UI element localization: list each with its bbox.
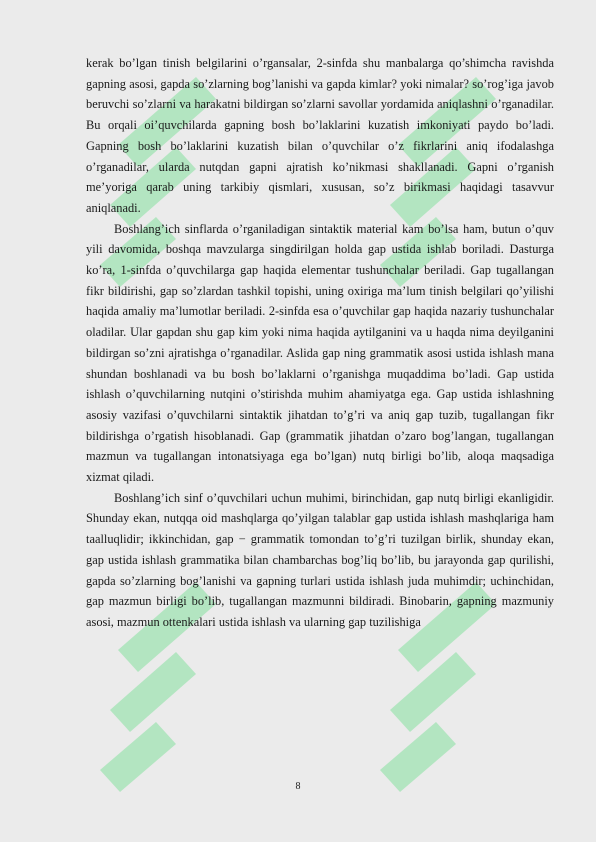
paragraph: Boshlang’ich sinf o’quvchilari uchun muhimi, birinchidan, gap nutq birligi ekanligidir. Shunday ekan, nutqqa oid mashqlarga qo’yilgan talablar gap ustida ishlash mashqlariga ham taalluqlidir; ikkinchidan, gap − grammatik tomondan to’g’ri tuzilgan birlik, shunday ekan, gap ustida ishlash grammatika bilan chambarchas bog’liq bo’lib, bu jarayonda gap qurilishi, gapda so’zlarning bog’lanishi va gapning turlari ustida ishlash juda muhimdir; uchinchidan, gap mazmun birligi bo’lib, tugallangan mazmunni bildiradi. Binobarin, gapning mazmuniy asosi, mazmun ottenkalari ustida ishlash va ularning gap tuzilishiga — [86, 490, 554, 629]
paragraph: kerak bo’lgan tinish belgilarini o’rgansalar, 2-sinfda shu manbalarga qo’shimcha ravishda gapning asosi, gapda so’zlarning bog’lanishi va gapda kimlar? yoki nimalar? so’rog’iga javob beruvchi so’zlarni va harakatni bildirgan so’zlarni savollar yordamida aniqlashni o’rganadilar. Bu orqali oi’quvchilarda gapning bosh bo’laklarini kuzatish imkoniyati paydo bo’ladi. Gapning bosh bo’laklarini kuzatish bilan o’quvchilar o’z fikrlarini aniq ifodalashga o’rganadilar, ularda nutqdan gapni ajratish ko’nikmasi shakllanadi. Gapni o’rganish me’yoriga qarab uning tarkibiy qismlari, xususan, so’z birikmasi haqidagi tasavvur aniqlanadi. — [86, 56, 554, 215]
page-body — [86, 53, 554, 633]
paragraph: Boshlang’ich sinflarda o’rganiladigan sintaktik material kam bo’lsa ham, butun o’quv yili davomida, boshqa mavzularga singdirilgan holda gap ustida ishlab boriladi. Dasturga ko’ra, 1-sinfda o’quvchilarga gap haqida elementar tushunchalar beriladi. Gap tugallangan fikr bildirishi, gap so’zlardan tashkil topishi, uning oxiriga ma’lum tinish belgilari qo’yilishi haqida amaliy ma’lumotlar beriladi. 2-sinfda esa o’quvchilar gap haqida nazariy tushunchalar oladilar. Ular gapdan shu gap kim yoki nima haqida aytilganini va u haqda nima deyilganini bildirgan so’zni ajratishga o’rganadilar. Aslida gap ning grammatik asosi ustida ishlash mana shundan boshlanadi va bu bosh bo’laklarni o’rganishga muqaddima bo’ladi. Gap ustida ishlash o’quvchilarning nutqini o’stirishda muhim ahamiyatga ega. Gap ustida ishlashning asosiy vazifasi o’quvchilarni sintaktik jihatdan to’g’ri va aniq gap tuzib, tugallangan fikr bildirishga o’rgatish hisoblanadi. Gap (grammatik jihatdan o’zaro bog’langan, tugallangan mazmun va tugallangan intonatsiyaga ega bo’lgan) nutq birligi bo’lib, aloqa maqsadiga xizmat qiladi. — [86, 221, 554, 485]
page-number: 8 — [295, 781, 301, 792]
